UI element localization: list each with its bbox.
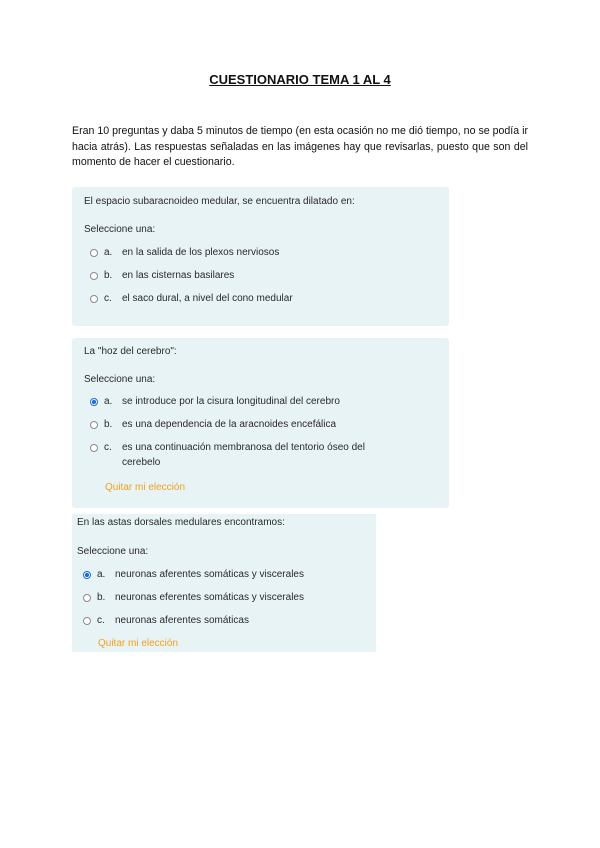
radio-button[interactable] <box>90 272 98 280</box>
select-prompt: Seleccione una: <box>84 374 156 385</box>
option-letter: b. <box>97 592 106 603</box>
radio-button[interactable] <box>90 249 98 257</box>
option-text: se introduce por la cisura longitudinal del cerebro <box>122 396 340 407</box>
option-text: neuronas aferentes somáticas <box>115 615 249 626</box>
clear-choice-link[interactable]: Quitar mi elección <box>105 482 186 493</box>
question-text: La "hoz del cerebro": <box>84 346 177 357</box>
option-text: neuronas aferentes somáticas y viscerales <box>115 569 304 580</box>
radio-button[interactable] <box>90 421 98 429</box>
option-text: neuronas eferentes somáticas y viscerales <box>115 592 304 603</box>
page-title: CUESTIONARIO TEMA 1 AL 4 <box>209 72 391 87</box>
radio-button-selected[interactable] <box>90 398 98 406</box>
option-text: es una dependencia de la aracnoides encefálica <box>122 419 337 430</box>
option-letter: b. <box>104 419 113 430</box>
answer-option[interactable] <box>90 419 336 432</box>
question-card <box>72 187 449 326</box>
select-prompt: Seleccione una: <box>84 224 156 235</box>
option-letter: b. <box>104 270 113 281</box>
answer-option[interactable] <box>83 592 304 605</box>
radio-button-selected[interactable] <box>83 571 91 579</box>
intro-paragraph: Eran 10 preguntas y daba 5 minutos de tiempo (en esta ocasión no me dió tiempo, no se podía ir hacia atrás). Las respuestas señaladas en las imágenes hay que revisarlas, puesto que son del momento de hacer el cuestionario. <box>72 125 528 168</box>
answer-option[interactable] <box>83 615 249 628</box>
answer-option[interactable] <box>83 569 304 582</box>
option-text: es una continuación membranosa del tentorio óseo del cerebelo <box>122 442 365 468</box>
option-text: el saco dural, a nivel del cono medular <box>122 293 293 304</box>
option-letter: a. <box>104 247 113 258</box>
clear-choice-link[interactable]: Quitar mi elección <box>98 638 179 649</box>
option-letter: a. <box>104 396 113 407</box>
question-card <box>72 338 449 508</box>
answer-option[interactable] <box>90 247 279 260</box>
answer-option[interactable] <box>90 270 234 283</box>
radio-button[interactable] <box>90 295 98 303</box>
radio-button[interactable] <box>90 444 98 452</box>
radio-button[interactable] <box>83 617 91 625</box>
option-letter: c. <box>104 442 112 453</box>
answer-option[interactable] <box>90 293 293 306</box>
option-letter: c. <box>97 615 105 626</box>
option-text: en las cisternas basilares <box>122 270 235 281</box>
question-text: En las astas dorsales medulares encontramos: <box>77 517 285 528</box>
answer-option[interactable] <box>90 396 340 409</box>
radio-button[interactable] <box>83 594 91 602</box>
question-card <box>72 514 376 652</box>
select-prompt: Seleccione una: <box>77 546 149 557</box>
answer-option[interactable] <box>90 442 400 470</box>
question-text: El espacio subaracnoideo medular, se encuentra dilatado en: <box>84 196 355 207</box>
option-text: en la salida de los plexos nerviosos <box>122 247 280 258</box>
option-letter: a. <box>97 569 106 580</box>
option-letter: c. <box>104 293 112 304</box>
